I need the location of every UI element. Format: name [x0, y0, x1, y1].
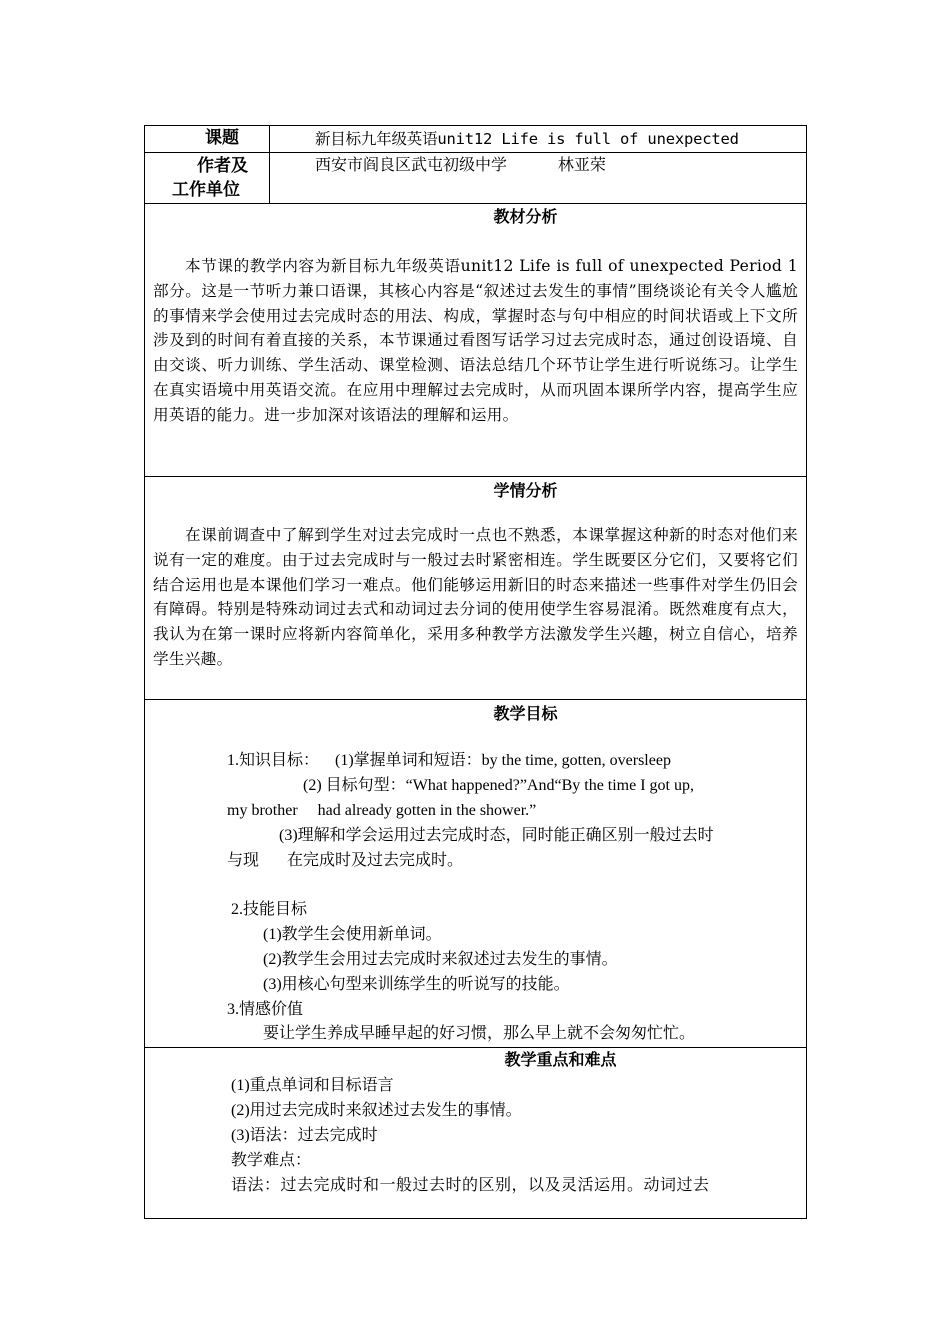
objective-line: (3)理解和学会运用过去完成时态，同时能正确区别一般过去时 — [279, 827, 714, 844]
key-points-section — [145, 1047, 806, 1218]
author-label: 作者及 工作单位 — [145, 152, 270, 203]
key-point-line: (3)语法：过去完成时 — [231, 1127, 378, 1144]
objective-line: (2)教学生会用过去完成时来叙述过去发生的事情。 — [263, 951, 618, 968]
student-analysis-section — [145, 476, 806, 700]
textbook-analysis-body: 本节课的教学内容为新目标九年级英语unit12 Life is full of unexpected Period 1 部分。这是一节听力兼口语课，其核心内容是“叙述过去发生的事情”围绕谈论有关令人尴尬的事情来学会使用过去完成时态的用法、构成，掌握时态与句中相应的时间状语或上下文所涉及到的时间有着直接的关系，本节课通过看图写话学习过去完成时态，通过创设语境、自由交谈、听力训练、学生活动、课堂检测、语法总结几个环节让学生进行听说练习。让学生在真实语境中用英语交流。在应用中理解过去完成时，从而巩固本课所学内容，提高学生应用英语的能力。进一步加深对该语法的理解和运用。 — [153, 257, 798, 424]
student-analysis-title: 学情分析 — [493, 481, 558, 500]
objective-line: 与现 在完成时及过去完成时。 — [227, 852, 464, 869]
author-row — [145, 152, 806, 204]
objective-line: my brother had already gotten in the shower.” — [227, 802, 537, 819]
key-point-line: 语法：过去完成时和一般过去时的区别，以及灵活运用。动词过去 — [231, 1177, 710, 1194]
topic-row — [145, 126, 806, 153]
objectives-section — [145, 699, 806, 1048]
key-point-line: 教学难点： — [231, 1152, 312, 1169]
key-point-line: (1)重点单词和目标语言 — [231, 1077, 394, 1094]
objective-line: (2) 目标句型：“What happened?”And“By the time I got up, — [303, 777, 695, 794]
author-value: 西安市阎良区武屯初级中学 林亚荣 — [315, 155, 606, 174]
student-analysis-body: 在课前调查中了解到学生对过去完成时一点也不熟悉，本课掌握这种新的时态对他们来说有一定的难度。由于过去完成时与一般过去时紧密相连。学生既要区分它们，又要将它们结合运用也是本课他们学习一难点。他们能够运用新旧的时态来描述一些事件对学生仍旧会有障碍。特别是特殊动词过去式和动词过去分词的使用使学生容易混淆。既然难度有点大，我认为在第一课时应将新内容简单化，采用多种教学方法激发学生兴趣，树立自信心，培养学生兴趣。 — [153, 526, 798, 668]
objective-line: 1.知识目标： (1)掌握单词和短语：by the time, gotten, oversleep — [227, 752, 671, 769]
topic-value: 新目标九年级英语unit12 Life is full of unexpected — [315, 130, 739, 148]
objective-line: 2.技能目标 — [231, 901, 308, 918]
textbook-analysis-title: 教材分析 — [493, 207, 558, 226]
objective-line: 3.情感价值 — [227, 1001, 304, 1018]
objective-line: (3)用核心句型来训练学生的听说写的技能。 — [263, 976, 570, 993]
objective-line: (1)教学生会使用新单词。 — [263, 926, 442, 943]
key-point-line: (2)用过去完成时来叙述过去发生的事情。 — [231, 1102, 522, 1119]
lesson-plan-table — [144, 125, 807, 1219]
objective-line: 要让学生养成早睡早起的好习惯，那么早上就不会匆匆忙忙。 — [263, 1025, 696, 1042]
key-points-title: 教学重点和难点 — [504, 1050, 617, 1069]
topic-label: 课题 — [145, 126, 270, 152]
objectives-title: 教学目标 — [493, 704, 558, 723]
textbook-analysis-section — [145, 203, 806, 477]
